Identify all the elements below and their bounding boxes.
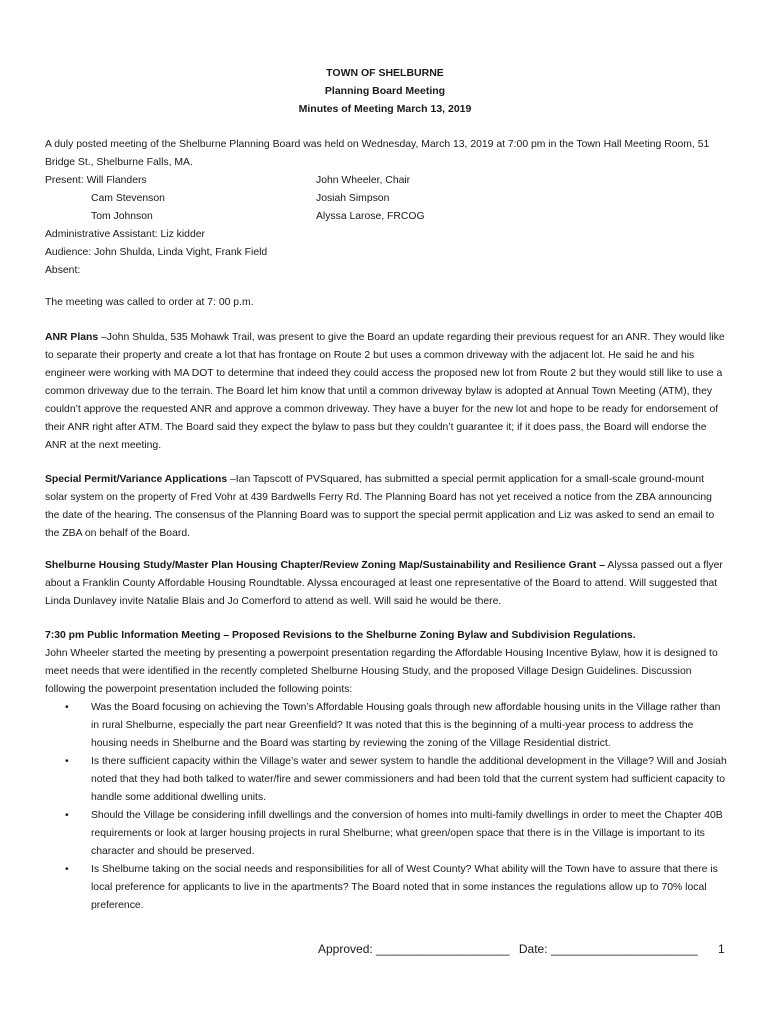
present-member: Cam Stevenson: [91, 193, 165, 204]
special-permit-text: –Ian Tapscott of PVSquared, has submitted a special permit application for a small-scale ground-mount solar system on the property of Fred Vohr at 439 Bardwells Ferry Rd. The Planning Board has not yet received a notice from the ZBA announcing the date of the hearing. The consensus of the Planning Board was to support the special permit application and Liz was asked to send an email to the ZBA on behalf of the Board.: [45, 474, 715, 539]
special-permit-section: [45, 471, 727, 543]
audience-list: Audience: John Shulda, Linda Vight, Frank Field: [45, 247, 268, 258]
board-name: Planning Board Meeting: [324, 85, 446, 97]
special-permit-paragraph: [45, 471, 727, 543]
housing-study-heading: Shelburne Housing Study/Master Plan Housing Chapter/Review Zoning Map/Sustainability and Resilience Grant –: [45, 560, 606, 571]
present-member: Alyssa Larose, FRCOG: [316, 211, 425, 222]
admin-assistant: Administrative Assistant: Liz kidder: [45, 229, 205, 240]
housing-study-paragraph: [45, 557, 727, 611]
bullet-icon: •: [65, 810, 69, 821]
call-to-order-text: The meeting was called to order at 7: 00 p.m.: [45, 297, 254, 308]
absent-list: Absent:: [45, 265, 81, 276]
public-meeting-intro: John Wheeler started the meeting by presenting a powerpoint presentation regarding the Affordable Housing Incentive Bylaw, how it is designed to meet needs that were identified in the recently completed Shelburne Housing Study, and the proposed Village Design Guidelines. Discussion following the powerpoint presentation included the following points:: [45, 648, 718, 695]
list-item: [45, 807, 727, 861]
anr-heading: ANR Plans: [45, 332, 99, 343]
public-meeting-heading: 7:30 pm Public Information Meeting – Proposed Revisions to the Shelburne Zoning Bylaw and Subdivision Regulations.: [45, 630, 636, 641]
page-number: 1: [718, 942, 725, 956]
intro-paragraph: A duly posted meeting of the Shelburne Planning Board was held on Wednesday, March 13, 2019 at 7:00 pm in the Town Hall Meeting Room, 51 Bridge St., Shelburne Falls, MA.: [45, 139, 710, 168]
bullet-icon: •: [65, 702, 69, 713]
present-label: Present: Will Flanders: [45, 175, 147, 186]
anr-paragraph: [45, 329, 727, 455]
anr-section: [45, 329, 727, 455]
special-permit-heading: Special Permit/Variance Applications: [45, 474, 228, 485]
list-item: [45, 753, 727, 807]
approval-footer: [318, 942, 704, 956]
housing-study-section: [45, 557, 727, 611]
public-meeting-section: [45, 627, 727, 915]
bullet-icon: •: [65, 756, 69, 767]
list-item-text: Should the Village be considering infill dwellings and the conversion of homes into multi-family dwellings in order to meet the Chapter 40B requirements or look at larger housing projects in rural Shelburne; what green/open space that there is in the Village is important to its character and should be preserved.: [91, 810, 723, 857]
list-item-text: Was the Board focusing on achieving the Town’s Affordable Housing goals through new affordable housing units in the Village rather than in rural Shelburne, especially the part near Greenfield? It was noted that this is the beginning of a multi-year process to address the housing needs in Shelburne and the Board was starting by reviewing the zoning of the Village Residential district.: [91, 702, 721, 749]
present-member: Josiah Simpson: [316, 193, 390, 204]
bullet-icon: •: [65, 864, 69, 875]
discussion-points: [45, 699, 727, 915]
anr-text: –John Shulda, 535 Mohawk Trail, was present to give the Board an update regarding their previous request for an ANR. They would like to separate their property and create a lot that has frontage on Route 2 but uses a common driveway with the adjacent lot. He said he and his engineer were working with MA DOT to determine that indeed they could access the proposed new lot from Route 2 but they would still like to use a common driveway due to the terrain. The Board let him know that until a common driveway bylaw is adopted at Annual Town Meeting (ATM), they couldn’t approve the requested ANR and approve a common driveway. They have a buyer for the new lot and hope to be ready for endorsement of their ANR right after ATM. The Board said they expect the bylaw to pass but they couldn’t guarantee it; if it does pass, the Board will endorse the ANR at the next meeting.: [45, 332, 725, 451]
approved-line: Approved: ____________________: [318, 942, 510, 956]
document-header: [0, 64, 770, 118]
list-item: [45, 699, 727, 753]
list-item: [45, 861, 727, 915]
present-row-3: [45, 208, 727, 226]
list-item-text: Is there sufficient capacity within the Village’s water and sewer system to handle the additional development in the Village? Will and Josiah noted that they had both talked to water/fire and sewer commissioners and had been told that the current system had sufficient capacity to handle some additional dwelling units.: [91, 756, 727, 803]
present-row-2: [45, 190, 727, 208]
call-to-order: [45, 294, 727, 312]
minutes-title: Minutes of Meeting March 13, 2019: [298, 103, 472, 115]
town-name: TOWN OF SHELBURNE: [326, 67, 444, 79]
present-row-1: [45, 172, 727, 190]
housing-study-text: Alyssa passed out a flyer about a Franklin County Affordable Housing Roundtable. Alyssa encouraged at least one representative of the Board to attend. Will suggested that Linda Dunlavey invite Natalie Blais and Jo Comerford to attend as well. Will said he would be there.: [45, 560, 723, 607]
present-member-chair: John Wheeler, Chair: [316, 175, 411, 186]
intro-section: [45, 136, 727, 280]
date-line: Date: ______________________: [518, 942, 698, 956]
present-member: Tom Johnson: [91, 211, 153, 222]
list-item-text: Is Shelburne taking on the social needs and responsibilities for all of West County? What ability will the Town have to assure that there is local preference for applicants to live in the apartments? The Board noted that in some instances the regulations allow up to 70% local preference.: [91, 864, 718, 911]
